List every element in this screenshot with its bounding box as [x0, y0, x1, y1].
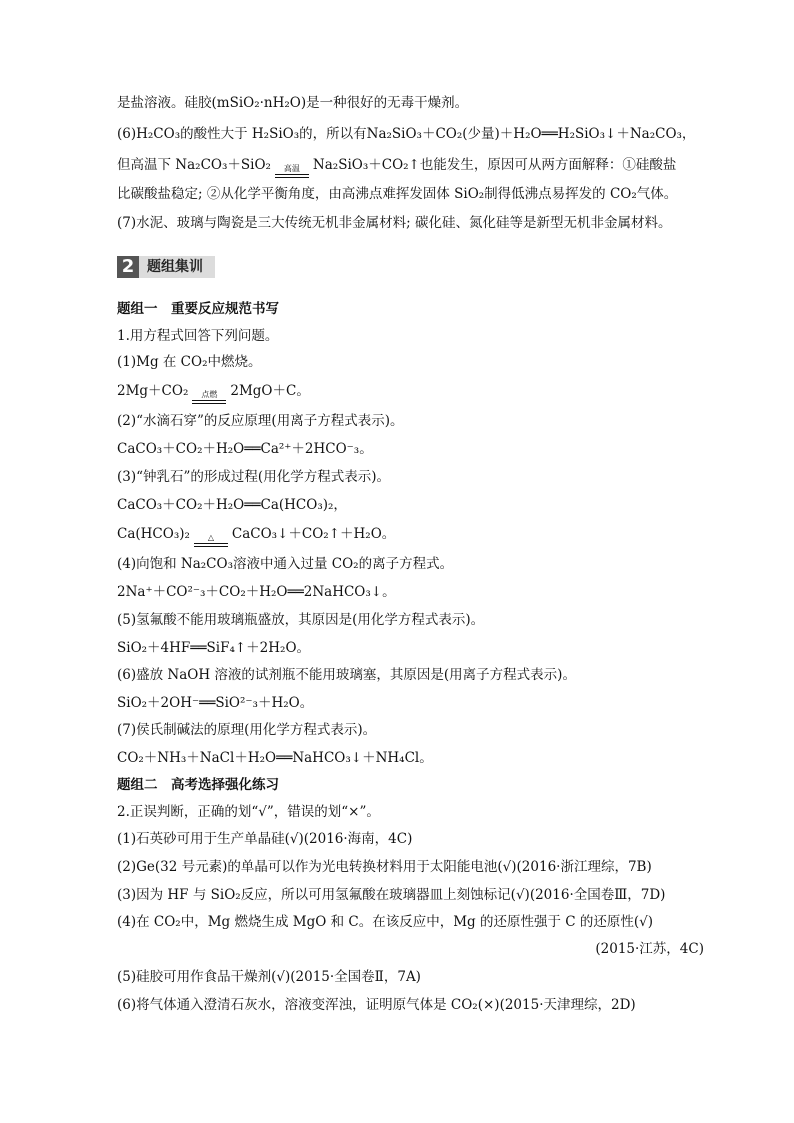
- equation: CaCO₃＋CO₂＋H₂O══Ca(HCO₃)₂，: [117, 497, 347, 513]
- text-line: (7)水泥、玻璃与陶瓷是三大传统无机非金属材料; 碳化硅、氮化硅等是新型无机非金属材料。: [117, 215, 672, 231]
- list-item: (1)石英砂可用于生产单晶硅(√)(2016·海南，4C): [117, 831, 413, 847]
- equation: SiO₂＋2OH⁻══SiO²⁻₃＋H₂O。: [117, 695, 314, 711]
- equation-line: [117, 525, 395, 547]
- sub-question: (6)盛放 NaOH 溶液的试剂瓶不能用玻璃塞，其原因是(用离子方程式表示)。: [117, 667, 576, 683]
- sub-question: (3)“钟乳石”的形成过程(用化学方程式表示)。: [117, 469, 390, 485]
- question: 1.用方程式回答下列问题。: [117, 328, 279, 344]
- equation: 2Na⁺＋CO²⁻₃＋CO₂＋H₂O══2NaHCO₃↓。: [117, 584, 396, 600]
- reaction-condition: 点燃: [192, 391, 226, 404]
- list-item: (5)硅胶可用作食品干燥剂(√)(2015·全国卷Ⅱ，7A): [117, 969, 421, 985]
- equation-right: CaCO₃↓＋CO₂↑＋H₂O。: [231, 526, 396, 542]
- list-item: (2)Ge(32 号元素)的单晶可以作为光电转换材料用于太阳能电池(√)(2016·浙江理综，7B): [117, 859, 652, 875]
- group-title: 题组二 高考选择强化练习: [117, 777, 279, 793]
- reaction-condition: △: [194, 534, 228, 547]
- equation-line: [117, 156, 676, 178]
- equation-right: 2MgO＋C。: [230, 383, 310, 399]
- group-title: 题组一 重要反应规范书写: [117, 301, 279, 317]
- sub-question: (1)Mg 在 CO₂中燃烧。: [117, 354, 262, 370]
- equation-left: 2Mg＋CO₂: [117, 383, 189, 399]
- equation-left: Ca(HCO₃)₂: [117, 526, 190, 542]
- list-item: (6)将气体通入澄清石灰水，溶液变浑浊，证明原气体是 CO₂(×)(2015·天津理综，2D): [117, 997, 636, 1013]
- equation: CaCO₃＋CO₂＋H₂O══Ca²⁺＋2HCO⁻₃。: [117, 441, 373, 457]
- source-citation: (2015·江苏，4C): [595, 941, 704, 957]
- equation-line: [117, 382, 310, 404]
- text-line: 比碳酸盐稳定; ②从化学平衡角度，由高沸点难挥发固体 SiO₂制得低沸点易挥发的 CO₂气体。: [117, 186, 678, 202]
- section-header: [117, 256, 215, 278]
- sub-question: (7)侯氏制碱法的原理(用化学方程式表示)。: [117, 722, 377, 738]
- equation: CO₂＋NH₃＋NaCl＋H₂O══NaHCO₃↓＋NH₄Cl。: [117, 750, 433, 766]
- section-title: 题组集训: [147, 259, 203, 275]
- text-line: (6)H₂CO₃的酸性大于 H₂SiO₃的，所以有Na₂SiO₃＋CO₂(少量)＋H₂O══H₂SiO₃↓＋Na₂CO₃，: [117, 126, 696, 142]
- sub-question: (5)氢氟酸不能用玻璃瓶盛放，其原因是(用化学方程式表示)。: [117, 612, 485, 628]
- question: 2.正误判断，正确的划“√”，错误的划“×”。: [117, 804, 380, 820]
- sub-question: (4)向饱和 Na₂CO₃溶液中通入过量 CO₂的离子方程式。: [117, 556, 454, 572]
- reaction-condition: 高温: [275, 165, 309, 178]
- text-line: 是盐溶液。硅胶(mSiO₂·nH₂O)是一种很好的无毒干燥剂。: [117, 95, 469, 111]
- list-item: (4)在 CO₂中，Mg 燃烧生成 MgO 和 C。在该反应中，Mg 的还原性强于 C 的还原性(√): [117, 914, 654, 930]
- equation: SiO₂＋4HF══SiF₄↑＋2H₂O。: [117, 640, 311, 656]
- sub-question: (2)“水滴石穿”的反应原理(用离子方程式表示)。: [117, 413, 404, 429]
- list-item: (3)因为 HF 与 SiO₂反应，所以可用氢氟酸在玻璃器皿上刻蚀标记(√)(2016·全国卷Ⅲ，7D): [117, 887, 666, 903]
- section-number: 2: [117, 256, 139, 278]
- equation-left: 但高温下 Na₂CO₃＋SiO₂: [117, 157, 271, 173]
- equation-right: Na₂SiO₃＋CO₂↑也能发生，原因可从两方面解释：①硅酸盐: [312, 157, 677, 173]
